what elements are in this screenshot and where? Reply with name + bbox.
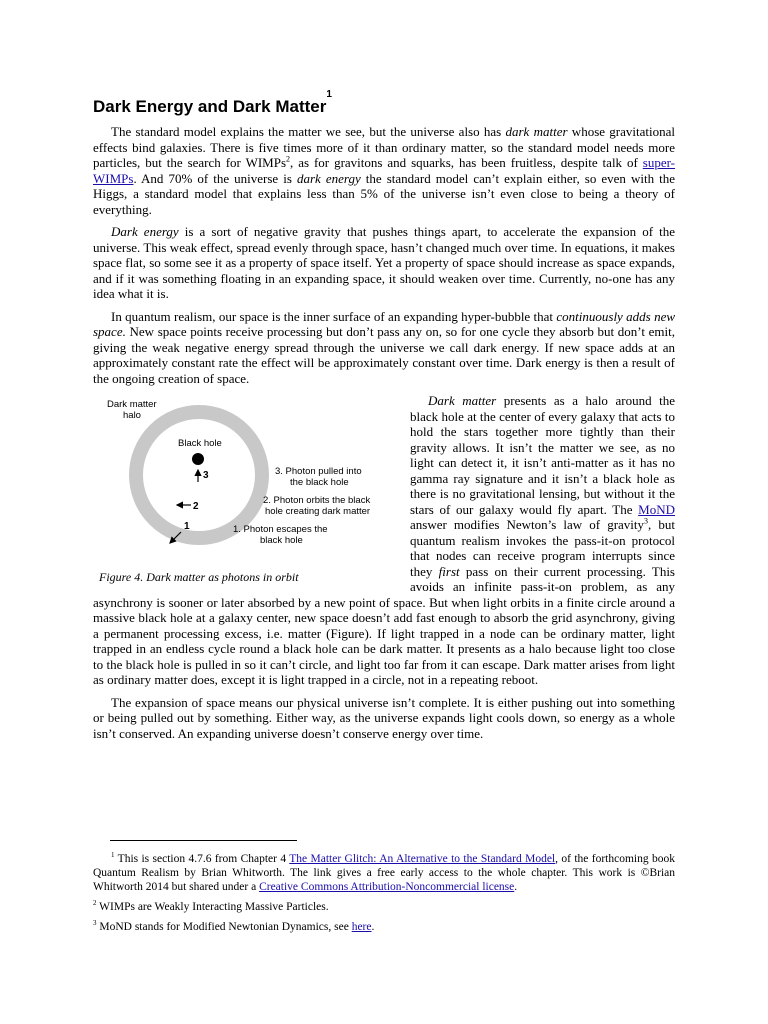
paragraph-5: The expansion of space means our physical universe isn’t complete. It is either pushing out into something or being pulled out by something. Either way, as the universe expands light cools down, so energy as a whole isn’t conserved. An expanding universe doesn’t conserve energy over time. xyxy=(93,694,675,741)
article xyxy=(93,89,676,748)
footnote-2: $^2$ WIMPs are Weakly Interacting Massive Particles. xyxy=(93,899,329,913)
footnotes xyxy=(93,852,675,940)
arrow-3-number: 3 xyxy=(203,470,209,481)
here-link[interactable]: here xyxy=(351,921,372,933)
halo-label-line2: halo xyxy=(123,410,141,421)
black-hole-label: Black hole xyxy=(178,438,222,449)
figure-caption: Figure 4. Dark matter as photons in orbit xyxy=(99,570,299,584)
footnote-1: $^1$ This is section 4.7.6 from Chapter 4 The Matter Glitch: An Alternative to the Standard Model, of the forthcoming book Quantum Realism by Brian Whitworth. The link gives a free early access to the whole chapter. This work is ©Brian Whitworth 2014 but shared under a Creative Commons Attribution-Noncommercial license. xyxy=(93,851,675,893)
paragraph-4: Dark matter presents as a halo around the black hole at the center of every galaxy that acts to hold the stars together more tightly than their gravity allows. It isn’t the matter we see, as no light can detect it, it isn’t anti-matter as it has no gamma ray signature and it isn’t a black hole as there is no gravitational lensing, but without it the stars of our galaxy would fly apart. The MoND answer modifies Newton’s law of gravity$^3$, but quantum realism invokes the pass-it-on protocol that nodes can receive program interrupts since they first pass on their current processing. This avoids an infinite pass-it-on problem, as any asynchrony is sooner or later absorbed by a new point of space. But when light orbits in a finite circle around a massive black hole at a galaxy center, new space doesn’t add fast enough to absorb the grid asynchrony, giving a permanent processing excess, i.e. matter (Figure). If light trapped in a node can be ordinary matter, light trapped in an endless cycle round a black hole can be dark matter. It presents as a halo because light too close to the black hole is pulled in so it can’t circle, and light too far from it can escape. Dark matter arises from light as ordinary matter does, except it is light trapped in a circle, not in a repeating reboot. xyxy=(93,393,675,687)
label-1-line1: 1. Photon escapes the xyxy=(233,524,328,535)
paragraph-1: The standard model explains the matter we see, but the universe also has dark matter whose gravitational effects bind galaxies. There is five times more of it than ordinary matter, so the standard model needs more particles, but the search for WIMPs$^2$, as for gravitons and squarks, has been fruitless, despite talk of super-WIMPs. And 70% of the universe is dark energy the standard model can’t explain either, so even with the Higgs, a standard model that explains less than 5% of the universe isn’t even close to being a theory of everything. xyxy=(93,124,676,217)
footnote-separator xyxy=(110,840,297,841)
page-title: Dark Energy and Dark Matter$^1$ xyxy=(93,89,332,116)
creative-commons-link[interactable]: Creative Commons Attribution-Noncommercial license xyxy=(259,881,515,893)
footnote-ref-2: 2 xyxy=(286,154,291,164)
super-wimps-link[interactable]: super-WIMPs xyxy=(93,155,675,186)
label-3-line1: 3. Photon pulled into xyxy=(275,466,362,477)
mond-link[interactable]: MoND xyxy=(638,501,675,517)
paragraph-2: Dark energy is a sort of negative gravity that pushes things apart, to accelerate the expansion of the universe. This weak effect, spread evenly through space, hasn’t changed much over time. In equations, it makes space flat, so some see it as a property of space itself. Yet a property of space should increase as space expands, and if it was something floating in an expanding space, it should weaken over time. Currently, no-one has any idea what it is. xyxy=(93,224,675,301)
arrow-1-number: 1 xyxy=(184,521,190,532)
footnote-3: $^3$ MoND stands for Modified Newtonian Dynamics, see here. xyxy=(93,919,375,933)
footnote-ref-3: 3 xyxy=(644,516,649,526)
dark-matter-figure xyxy=(93,397,398,587)
black-hole xyxy=(192,453,204,465)
footnote-ref-1: 1 xyxy=(326,89,332,100)
arrow-2-number: 2 xyxy=(193,501,199,512)
label-3-line2: the black hole xyxy=(290,477,349,488)
label-2-line2: hole creating dark matter xyxy=(265,506,371,517)
matter-glitch-link[interactable]: The Matter Glitch: An Alternative to the Standard Model xyxy=(289,853,556,865)
dark-matter-halo xyxy=(136,412,262,538)
label-2-line1: 2. Photon orbits the black xyxy=(263,495,371,506)
halo-label-line1: Dark matter xyxy=(107,399,157,410)
label-1-line2: black hole xyxy=(260,535,303,546)
dark-matter-diagram xyxy=(93,397,398,572)
paragraph-3: In quantum realism, our space is the inner surface of an expanding hyper-bubble that continuously adds new space. New space points receive processing but don’t pass any on, so for one cycle they absorb but don’t emit, giving the weak negative energy spread through the universe we call dark energy. If new space adds at an approximately constant rate the effect will be approximately constant over time. Dark energy is then a result of the ongoing creation of space. xyxy=(93,308,676,386)
